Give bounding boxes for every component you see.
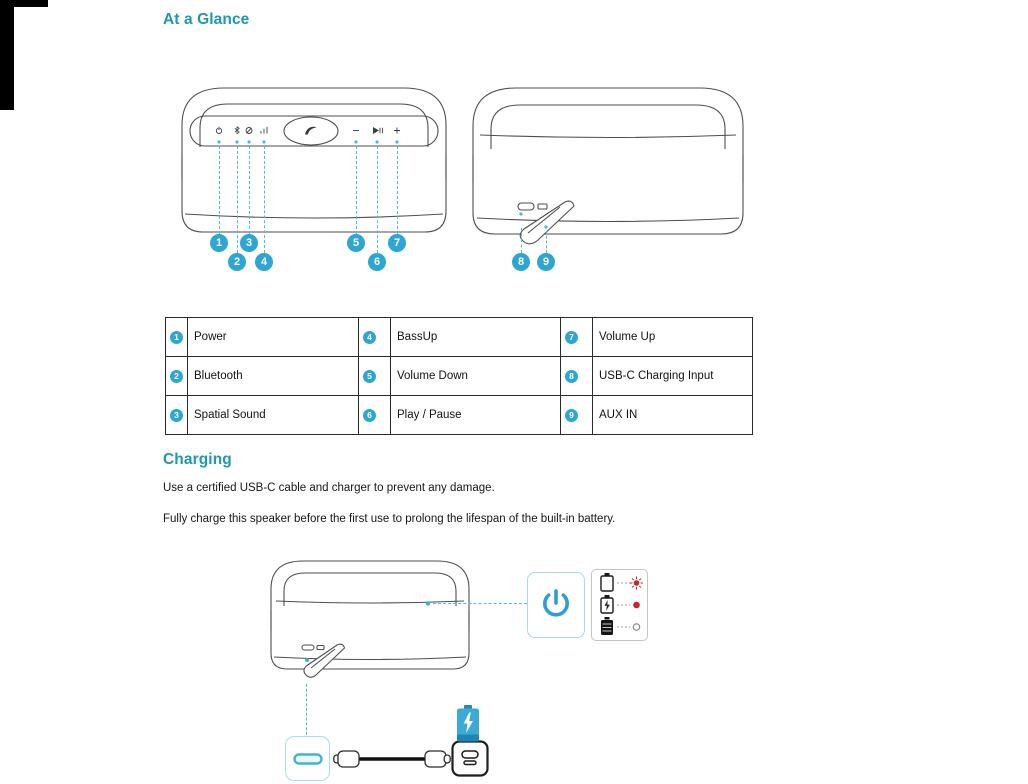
bluetooth-icon [235,127,239,134]
callout-badge: 2 [170,370,183,383]
speaker-handle-inner-outline [491,105,725,149]
legend-table [165,317,753,435]
callout-badge: 7 [565,331,578,344]
callout-line-7 [397,146,398,234]
usb-c-port-slot [302,645,314,650]
speaker-body-outline [182,153,446,232]
callout-badge: 8 [565,370,578,383]
callout-line-4 [264,146,265,253]
table-row [166,318,753,357]
callout-badge-3: 3 [240,234,258,252]
legend-label-bluetooth: Bluetooth [188,357,359,396]
legend-label-volume-up: Volume Up [593,318,753,357]
usb-c-port-panel [285,736,330,781]
callout-line-3 [249,146,250,234]
blinking-red-indicator-icon [630,577,643,590]
callout-badge: 4 [363,331,376,344]
callout-line-8 [521,228,522,253]
speaker-top-seam [480,135,736,138]
speaker-body-outline [271,610,469,669]
callout-badge-2: 2 [228,253,246,271]
soundcore-button-outline [284,117,338,145]
callout-line-9 [546,231,547,253]
callout-badge: 3 [170,409,183,422]
speaker-handle-outline [473,88,743,183]
power-icon [536,585,576,625]
power-icon [216,127,221,134]
legend-label-play-pause: Play / Pause [391,396,561,435]
legend-label-power: Power [188,318,359,357]
bassup-icon [261,127,267,134]
wall-charger-icon [451,740,489,777]
charging-paragraph-1: Use a certified USB-C cable and charger to prevent any damage. [163,482,495,494]
callout-badge: 1 [170,331,183,344]
speaker-body-outline [473,155,743,234]
speaker-base-seam [274,657,466,660]
legend-label-bassup: BassUp [391,318,561,357]
play-pause-icon [374,128,383,133]
aux-port-slot [538,204,547,209]
callout-line-6 [377,146,378,253]
aux-port-slot [317,646,324,650]
power-button-panel [527,572,585,638]
table-row [166,396,753,435]
section-title-charging: Charging [163,451,232,468]
callout-badge-9: 9 [537,253,555,271]
solid-red-indicator-icon [633,602,640,609]
section-title-at-a-glance: At a Glance [163,11,250,28]
led-indicator-panel [591,569,648,641]
charging-paragraph-2: Fully charge this speaker before the first use to prolong the lifespan of the built-in battery. [163,513,616,525]
battery-empty-icon [601,573,613,591]
usb-c-port-slot [518,203,534,210]
battery-full-icon [601,617,613,635]
legend-label-usb-c: USB-C Charging Input [593,357,753,396]
usb-c-port-icon [293,753,323,765]
legend-label-aux-in: AUX IN [593,396,753,435]
callout-line-2 [237,146,238,253]
back-speaker-illustration [468,83,748,253]
off-indicator-icon [633,624,639,630]
speaker-base-seam [185,214,443,218]
callout-badge-6: 6 [368,253,386,271]
soundcore-logo-icon [305,127,317,135]
control-panel-outline [190,116,438,146]
table-row [166,357,753,396]
callout-badge-5: 5 [347,234,365,252]
speaker-handle-inner-outline [284,573,456,606]
charging-battery-icon [456,705,480,742]
legend-label-spatial-sound: Spatial Sound [188,396,359,435]
spatial-sound-icon [246,128,252,134]
power-callout-dashed-line [433,603,527,604]
volume-up-icon [394,128,400,134]
page-corner-mark-bar [0,0,14,110]
battery-charging-icon [601,595,613,613]
speaker-handle-outline [271,561,469,631]
callout-badge: 5 [363,370,376,383]
charging-speaker-illustration [267,557,473,693]
callout-badge-1: 1 [210,234,228,252]
callout-line-5 [356,146,357,234]
callout-badge-7: 7 [388,234,406,252]
speaker-base-seam [477,218,739,222]
callout-marker-dots [217,140,398,143]
callout-badge: 6 [363,409,376,422]
callout-badge-4: 4 [255,253,273,271]
speaker-handle-outline [182,88,446,181]
usb-c-cable-icon [333,748,451,770]
callout-line-1 [219,146,220,234]
usbc-callout-dashed-line [306,684,307,735]
callout-badge: 9 [565,409,578,422]
callout-marker-dots [305,601,430,662]
callout-badge-8: 8 [512,253,530,271]
legend-label-volume-down: Volume Down [391,357,561,396]
speaker-handle-inner-outline [200,104,428,147]
